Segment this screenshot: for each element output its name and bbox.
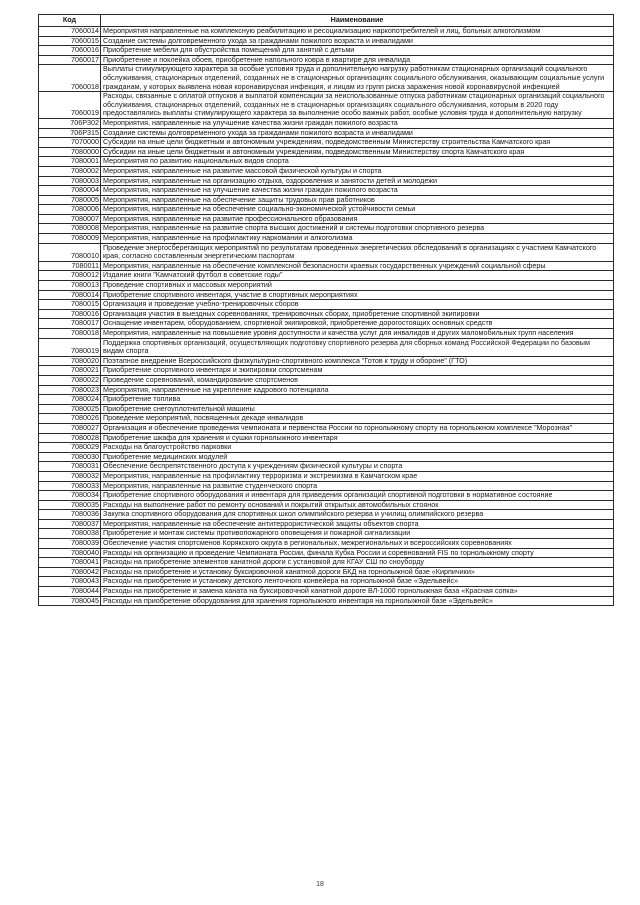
row-name: Мероприятия, направленные на улучшение качества жизни граждан пожилого возраста bbox=[101, 118, 614, 128]
row-code: 706P302 bbox=[39, 118, 101, 128]
table-row bbox=[39, 281, 614, 291]
table-row bbox=[39, 596, 614, 606]
row-name: Обеспечение участия спортсменов Корякского округа в региональных, межрегиональных и всероссийских соревнованиях bbox=[101, 539, 614, 549]
row-name: Проведение соревнований, командирование спортсменов bbox=[101, 375, 614, 385]
row-code: 7080008 bbox=[39, 224, 101, 234]
row-code: 7080013 bbox=[39, 281, 101, 291]
row-code: 7080003 bbox=[39, 176, 101, 186]
row-name: Расходы на приобретение и установку буксировочной канатной дороги БКД на горнолыжной базе «Кирпичики» bbox=[101, 567, 614, 577]
table-row bbox=[39, 471, 614, 481]
page-number: 18 bbox=[316, 881, 324, 888]
column-header-code: Код bbox=[39, 15, 101, 27]
table-row bbox=[39, 166, 614, 176]
row-code: 7080015 bbox=[39, 300, 101, 310]
row-name: Проведение энергосберегающих мероприятий по результатам проведенных энергетических обследований в организациях с участием Камчатского края, согласно составленным энергетическим паспортам bbox=[101, 243, 614, 261]
row-code: 7080025 bbox=[39, 404, 101, 414]
row-code: 7080002 bbox=[39, 166, 101, 176]
row-name: Приобретение и поклейка обоев, приобретение напольного ковра в квартире для инвалида bbox=[101, 55, 614, 65]
row-code: 7080000 bbox=[39, 147, 101, 157]
row-name: Мероприятия, направленные на обеспечение комплексной безопасности краевых государственных учреждений социальной сферы bbox=[101, 261, 614, 271]
row-name: Расходы на приобретение и установку детского ленточного конвейера на горнолыжной базе «Эдельвейс» bbox=[101, 577, 614, 587]
row-name: Мероприятия, направленные на развитие массовой физической культуры и спорта bbox=[101, 166, 614, 176]
row-code: 7080001 bbox=[39, 157, 101, 167]
row-code: 7080044 bbox=[39, 587, 101, 597]
table-row bbox=[39, 510, 614, 520]
row-name: Оснащение инвентарем, оборудованием, спортивной экипировкой, приобретение дорогостоящих основных средств bbox=[101, 319, 614, 329]
row-code: 7080018 bbox=[39, 329, 101, 339]
row-name: Приобретение снегоуплотнительной машины bbox=[101, 404, 614, 414]
column-header-name: Наименование bbox=[101, 15, 614, 27]
table-row bbox=[39, 414, 614, 424]
table-row bbox=[39, 243, 614, 261]
row-code: 7080014 bbox=[39, 290, 101, 300]
row-code: 7080021 bbox=[39, 366, 101, 376]
row-code: 7080012 bbox=[39, 271, 101, 281]
row-code: 7080031 bbox=[39, 462, 101, 472]
row-name: Обеспечение беспрепятственного доступа к учреждениям физической культуры и спорта bbox=[101, 462, 614, 472]
table-row bbox=[39, 138, 614, 148]
row-name: Организация участия в выездных соревнованиях, тренировочных сборах, приобретение спортивной экипировки bbox=[101, 309, 614, 319]
classifier-table bbox=[38, 14, 614, 606]
row-code: 7080009 bbox=[39, 234, 101, 244]
row-name: Расходы на выполнение работ по ремонту оснований и покрытий открытых автомобильных стоянок bbox=[101, 500, 614, 510]
row-name: Мероприятия, направленные на укрепление кадрового потенциала bbox=[101, 385, 614, 395]
table-row bbox=[39, 157, 614, 167]
row-name: Приобретение и монтаж системы противопожарного оповещения и пожарной сигнализации bbox=[101, 529, 614, 539]
row-code: 7080032 bbox=[39, 471, 101, 481]
row-name: Создание системы долговременного ухода за гражданами пожилого возраста и инвалидами bbox=[101, 36, 614, 46]
table-body bbox=[39, 27, 614, 606]
table-row bbox=[39, 423, 614, 433]
row-name: Приобретение мебели для обустройства помещений для занятий с детьми bbox=[101, 46, 614, 56]
row-code: 7080006 bbox=[39, 205, 101, 215]
row-code: 7080007 bbox=[39, 214, 101, 224]
row-code: 7080011 bbox=[39, 261, 101, 271]
row-name: Мероприятия, направленные на повышение уровня доступности и качества услуг для инвалидов и других маломобильных групп населения bbox=[101, 329, 614, 339]
row-name: Проведение мероприятий, посвященных декаде инвалидов bbox=[101, 414, 614, 424]
row-name: Организация и обеспечение проведения чемпионата и первенства России по горнолыжному спорту на горнолыжном комплексе "Морозная" bbox=[101, 423, 614, 433]
row-name: Мероприятия, направленные на обеспечение социально-экономической устойчивости семьи bbox=[101, 205, 614, 215]
table-row bbox=[39, 338, 614, 356]
row-code: 7080043 bbox=[39, 577, 101, 587]
row-code: 7080020 bbox=[39, 356, 101, 366]
row-name: Мероприятия, направленные на организацию отдыха, оздоровления и занятости детей и молодежи bbox=[101, 176, 614, 186]
table-row bbox=[39, 118, 614, 128]
row-code: 7080037 bbox=[39, 519, 101, 529]
row-code: 7080029 bbox=[39, 443, 101, 453]
row-name: Расходы на благоустройство парковки bbox=[101, 443, 614, 453]
row-code: 7080045 bbox=[39, 596, 101, 606]
row-name: Приобретение спортивного инвентаря и экипировки спортсменам bbox=[101, 366, 614, 376]
row-name: Проведение спортивных и массовых мероприятий bbox=[101, 281, 614, 291]
row-name: Мероприятия, направленные на профилактику терроризма и экстремизма в Камчатском крае bbox=[101, 471, 614, 481]
row-code: 7080034 bbox=[39, 491, 101, 501]
table-row bbox=[39, 46, 614, 56]
row-name: Создание системы долговременного ухода за гражданами пожилого возраста и инвалидами bbox=[101, 128, 614, 138]
row-name: Закупка спортивного оборудования для спортивных школ олимпийского резерва и училищ олимпийского резерва bbox=[101, 510, 614, 520]
row-name: Поддержка спортивных организаций, осуществляющих подготовку спортивного резерва для сборных команд Российской Федерации по базовым видам спорта bbox=[101, 338, 614, 356]
table-row bbox=[39, 186, 614, 196]
row-code: 7080024 bbox=[39, 395, 101, 405]
row-code: 7080039 bbox=[39, 539, 101, 549]
row-name: Мероприятия, направленные на улучшение качества жизни граждан пожилого возраста bbox=[101, 186, 614, 196]
table-row bbox=[39, 234, 614, 244]
table-row bbox=[39, 587, 614, 597]
row-code: 7080004 bbox=[39, 186, 101, 196]
row-code: 7080022 bbox=[39, 375, 101, 385]
row-name: Мероприятия, направленные на обеспечение антитеррористической защиты объектов спорта bbox=[101, 519, 614, 529]
row-code: 7060016 bbox=[39, 46, 101, 56]
row-code: 7080005 bbox=[39, 195, 101, 205]
row-name: Субсидии на иные цели бюджетным и автономным учреждениям, подведомственным Министерству строительства Камчатского края bbox=[101, 138, 614, 148]
table-row bbox=[39, 92, 614, 119]
row-name: Мероприятия, направленные на обеспечение защиты трудовых прав работников bbox=[101, 195, 614, 205]
row-name: Расходы, связанные с оплатой отпусков и выплатой компенсации за неиспользованные отпуска работникам стационарных организаций социального обслуживания, стационарных отделений, созданных не в стационарных организациях социального обслуживания, которым в 2020 году предоставлялись выплаты стимулирующего характера за выполнение особо важных работ, особые условия труда и дополнительную нагрузку bbox=[101, 92, 614, 119]
row-code: 7060017 bbox=[39, 55, 101, 65]
row-code: 7080019 bbox=[39, 338, 101, 356]
row-code: 7060015 bbox=[39, 36, 101, 46]
row-code: 7080028 bbox=[39, 433, 101, 443]
row-code: 7060019 bbox=[39, 92, 101, 119]
table-row bbox=[39, 491, 614, 501]
row-name: Организация и проведение учебно-тренировочных сборов bbox=[101, 300, 614, 310]
table-header-row bbox=[39, 15, 614, 27]
row-name: Приобретение медицинских модулей bbox=[101, 452, 614, 462]
table-row bbox=[39, 375, 614, 385]
row-code: 7080026 bbox=[39, 414, 101, 424]
row-name: Мероприятия, направленные на развитие спорта высших достижений и системы подготовки спортивного резерва bbox=[101, 224, 614, 234]
row-code: 7080023 bbox=[39, 385, 101, 395]
row-code: 7080027 bbox=[39, 423, 101, 433]
row-code: 7080033 bbox=[39, 481, 101, 491]
row-name: Мероприятия, направленные на развитие студенческого спорта bbox=[101, 481, 614, 491]
table-row bbox=[39, 539, 614, 549]
row-name: Выплаты стимулирующего характера за особые условия труда и дополнительную нагрузку работникам стационарных организаций социального обслуживания, стационарных отделений, созданных не в стационарных организациях социального обслуживания, оказывающим социальные услуги гражданам, у которых выявлена новая коронавирусная инфекция, и лицам из групп риска заражения новой коронавирусной инфекцией bbox=[101, 65, 614, 92]
row-code: 7060018 bbox=[39, 65, 101, 92]
table-row bbox=[39, 443, 614, 453]
table-row bbox=[39, 558, 614, 568]
row-code: 7080042 bbox=[39, 567, 101, 577]
row-name: Мероприятия по развитию национальных видов спорта bbox=[101, 157, 614, 167]
row-name: Субсидии на иные цели бюджетным и автономным учреждениям, подведомственным Министерству спорта Камчатского края bbox=[101, 147, 614, 157]
row-code: 706P315 bbox=[39, 128, 101, 138]
row-code: 7080017 bbox=[39, 319, 101, 329]
row-code: 7080030 bbox=[39, 452, 101, 462]
classifier-table-container bbox=[38, 14, 614, 606]
table-row bbox=[39, 300, 614, 310]
row-name: Издание книги "Камчатский футбол в советские годы" bbox=[101, 271, 614, 281]
row-name: Приобретение шкафа для хранения и сушки горнолыжного инвентаря bbox=[101, 433, 614, 443]
row-name: Расходы на организацию и проведение Чемпионата России, финала Кубка России и соревнований FIS по горнолыжному спорту bbox=[101, 548, 614, 558]
row-code: 7070000 bbox=[39, 138, 101, 148]
row-code: 7080036 bbox=[39, 510, 101, 520]
table-row bbox=[39, 27, 614, 37]
row-name: Мероприятия направленные на комплексную реабилитацию и ресоциализацию наркопотребителей и лиц, больных алкоголизмом bbox=[101, 27, 614, 37]
row-name: Расходы на приобретение элементов канатной дороги с установкой для КГАУ СШ по сноуборду bbox=[101, 558, 614, 568]
row-code: 7080041 bbox=[39, 558, 101, 568]
row-code: 7080035 bbox=[39, 500, 101, 510]
table-row bbox=[39, 329, 614, 339]
row-name: Приобретение спортивного оборудования и инвентаря для приведения организаций спортивной подготовки в нормативное состояние bbox=[101, 491, 614, 501]
table-row bbox=[39, 205, 614, 215]
row-code: 7080038 bbox=[39, 529, 101, 539]
row-name: Расходы на приобретение и замена каната на буксировочной канатной дороге ВЛ-1000 горнолыжная база «Красная сопка» bbox=[101, 587, 614, 597]
row-name: Приобретение топлива bbox=[101, 395, 614, 405]
row-code: 7080016 bbox=[39, 309, 101, 319]
row-name: Поэтапное внедрение Всероссийского физкультурно-спортивного комплекса "Готов к труду и обороне" (ГТО) bbox=[101, 356, 614, 366]
table-row bbox=[39, 395, 614, 405]
row-code: 7080040 bbox=[39, 548, 101, 558]
row-code: 7080010 bbox=[39, 243, 101, 261]
row-name: Мероприятия, направленные на профилактику наркомании и алкоголизма bbox=[101, 234, 614, 244]
row-code: 7060014 bbox=[39, 27, 101, 37]
table-row bbox=[39, 462, 614, 472]
row-name: Приобретение спортивного инвентаря, участие в спортивных мероприятиях bbox=[101, 290, 614, 300]
row-name: Мероприятия, направленные на развитие профессионального образования bbox=[101, 214, 614, 224]
table-row bbox=[39, 65, 614, 92]
row-name: Расходы на приобретение оборудования для хранения горнолыжного инвентаря на горнолыжной базе «Эдельвейс» bbox=[101, 596, 614, 606]
